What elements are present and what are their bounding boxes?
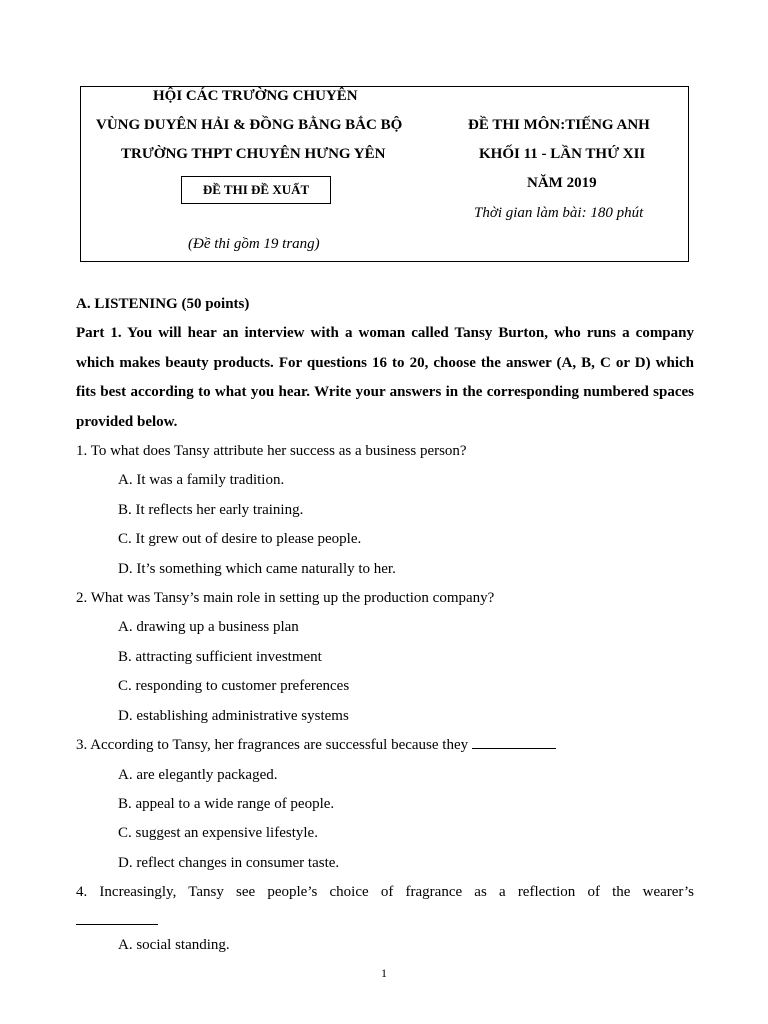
question-2: 2. What was Tansy’s main role in setting up the production company?	[76, 590, 495, 607]
option: B. It reflects her early training.	[118, 501, 304, 518]
school-name: TRƯỜNG THPT CHUYÊN HƯNG YÊN	[121, 146, 386, 162]
page-number: 1	[381, 966, 387, 980]
option: A. drawing up a business plan	[118, 619, 299, 636]
option: C. responding to customer preferences	[118, 678, 350, 695]
exam-time: Thời gian làm bài: 180 phút	[474, 205, 644, 221]
option: A. are elegantly packaged.	[118, 766, 278, 783]
question-1: 1. To what does Tansy attribute her success as a business person?	[76, 443, 467, 460]
option: C. It grew out of desire to please people.	[118, 531, 362, 548]
exam-body	[76, 290, 694, 960]
option: D. establishing administrative systems	[118, 707, 349, 724]
option: D. It’s something which came naturally to her.	[118, 560, 396, 577]
answer-blank	[76, 908, 158, 925]
exam-year: NĂM 2019	[527, 175, 597, 191]
question-3	[76, 731, 694, 760]
pages-note: (Đề thi gồm 19 trang)	[188, 236, 320, 252]
exam-header-box	[80, 86, 689, 262]
exam-grade: KHỐI 11 - LẦN THỨ XII	[479, 146, 646, 162]
option: B. appeal to a wide range of people.	[118, 795, 335, 812]
option: A. social standing.	[118, 936, 230, 953]
option: D. reflect changes in consumer taste.	[118, 854, 340, 871]
answer-blank	[472, 734, 556, 749]
option: A. It was a family tradition.	[118, 472, 285, 489]
region-name: VÙNG DUYÊN HẢI & ĐỒNG BẰNG BẮC BỘ	[96, 117, 403, 133]
question-4: 4. Increasingly, Tansy see people’s choice of fragrance as a reflection of the wearer’s	[76, 884, 694, 901]
option: B. attracting sufficient investment	[118, 648, 322, 665]
proposal-label: ĐỀ THI ĐỀ XUẤT	[181, 176, 331, 204]
association-name: HỘI CÁC TRƯỜNG CHUYÊN	[153, 88, 358, 104]
question-3-text: 3. According to Tansy, her fragrances are successful because they	[76, 737, 469, 754]
option: C. suggest an expensive lifestyle.	[118, 825, 318, 842]
section-title: A. LISTENING (50 points)	[76, 296, 250, 312]
exam-subject: ĐỀ THI MÔN:TIẾNG ANH	[468, 117, 650, 133]
part-1-instructions: Part 1. You will hear an interview with a woman called Tansy Burton, who runs a company which makes beauty products. For questions 16 to 20, choose the answer (A, B, C or D) which fits best according to what you hear. Write your answers in the corresponding numbered spaces provided below.	[76, 325, 694, 430]
